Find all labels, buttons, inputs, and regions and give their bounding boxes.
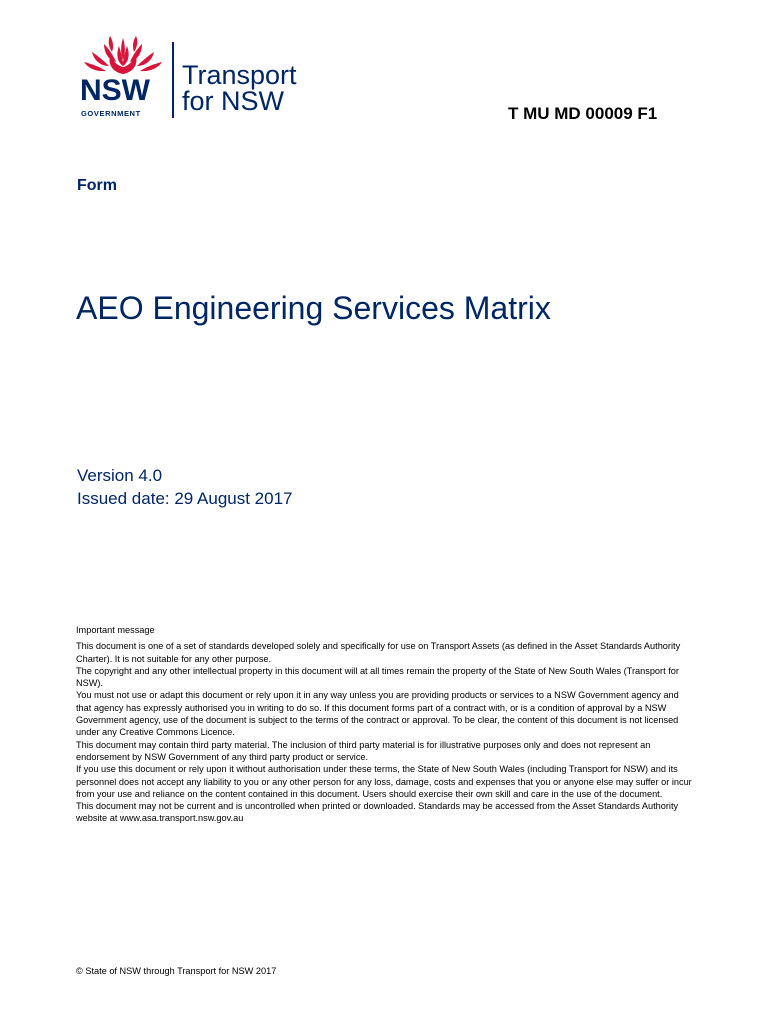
important-message-heading: Important message (76, 625, 155, 635)
important-paragraph: This document may contain third party material. The inclusion of third party material is for illustrative purposes only and does not represent an endorsement by NSW Government of any third party product or service. (76, 739, 651, 762)
transport-line-1: Transport (182, 60, 297, 90)
issued-date: Issued date: 29 August 2017 (77, 489, 293, 508)
page-title: AEO Engineering Services Matrix (76, 290, 551, 326)
government-wordmark: GOVERNMENT (81, 109, 141, 118)
nsw-transport-logo (76, 36, 336, 122)
important-message (76, 624, 696, 825)
document-type: Form (77, 177, 117, 194)
document-code: T MU MD 00009 F1 (508, 104, 658, 123)
waratah-icon (82, 36, 164, 76)
version-label: Version 4.0 (77, 466, 163, 485)
important-paragraph: If you use this document or rely upon it without authorisation under these terms, the State of New South Wales (including Transport for NSW) and its personnel does not accept any liability to you or any other person for any loss, damage, costs and expenses that you or anyone else may suffer or incur from your use and reliance on the content contained in this document. Users should exercise their own skill and care in the use of the document. (76, 764, 692, 799)
important-paragraph: This document is one of a set of standards developed solely and specifically for use on Transport Assets (as defined in the Asset Standards Authority Charter). It is not suitable for any other purpose. (76, 641, 681, 664)
nsw-wordmark: NSW (80, 74, 150, 107)
version-block (77, 464, 293, 510)
transport-for-nsw-wordmark (182, 62, 297, 114)
important-paragraph: You must not use or adapt this document or rely upon it in any way unless you are providing products or services to a NSW Government agency and that agency has expressly authorised you in writing to do so. If this document forms part of a contract with, or is a condition of approval by a NSW Government agency, use of the document is subject to the terms of the contract or approval. To be clear, the content of this document is not licensed under any Creative Commons Licence. (76, 690, 679, 738)
important-paragraph: The copyright and any other intellectual property in this document will at all times remain the property of the State of New South Wales (Transport for NSW). (76, 665, 679, 689)
logo-divider (172, 42, 174, 118)
copyright-notice: © State of NSW through Transport for NSW 2017 (76, 966, 277, 976)
important-paragraph: This document may not be current and is uncontrolled when printed or downloaded. Standards may be accessed from the Asset Standards Authority website at www.asa.transport.nsw.gov.au (76, 801, 679, 824)
transport-line-2: for NSW (182, 86, 285, 116)
